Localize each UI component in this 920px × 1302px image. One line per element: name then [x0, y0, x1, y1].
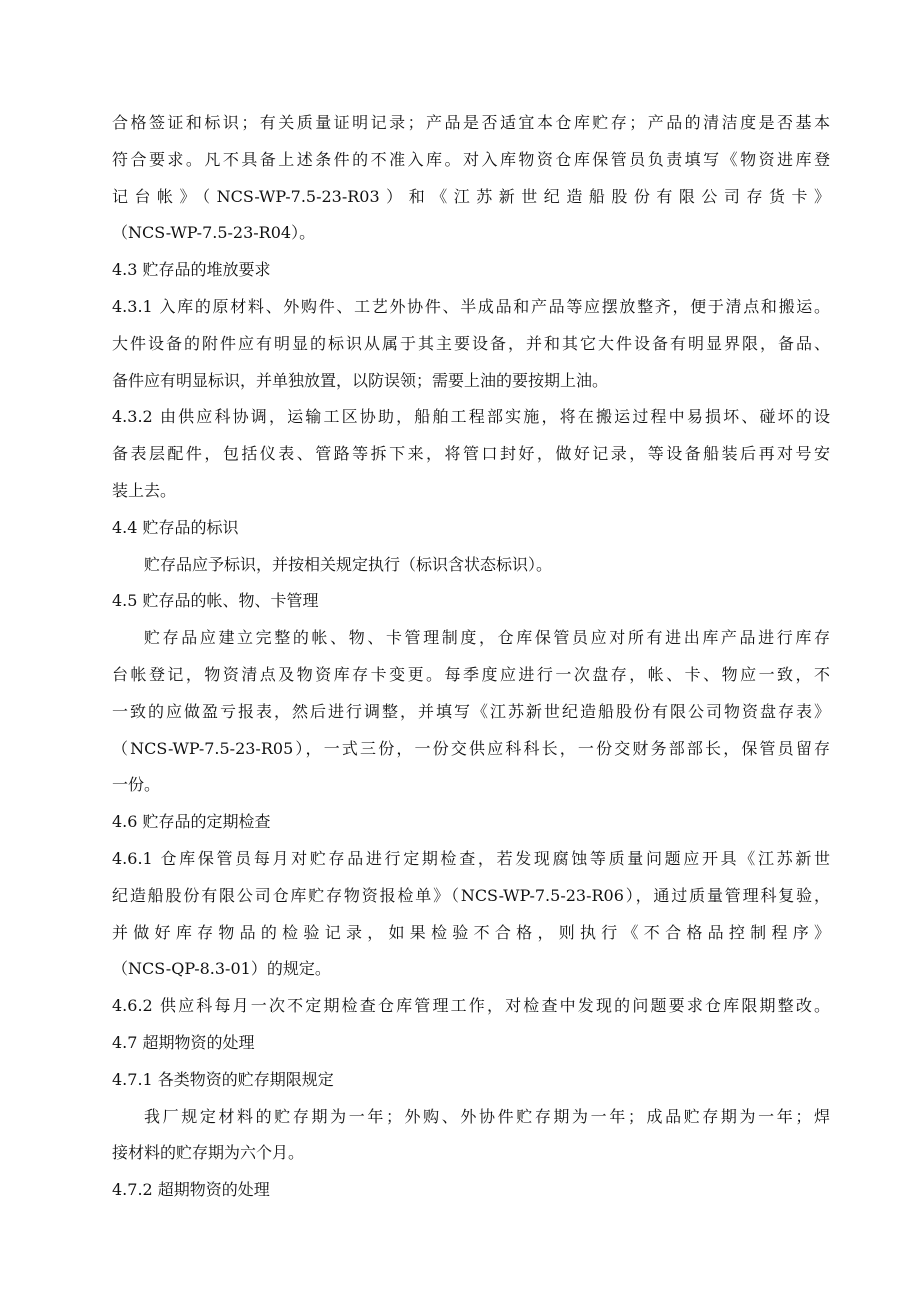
paragraph-line: 合格签证和标识；有关质量证明记录；产品是否适宜本仓库贮存；产品的清洁度是否基本: [112, 113, 830, 132]
document-page: [112, 105, 830, 1209]
section-heading-4-5: 4.5 贮存品的帐、物、卡管理: [112, 591, 319, 611]
section-heading-4-4: 4.4 贮存品的标识: [112, 517, 239, 537]
paragraph-line: 贮存品应建立完整的帐、物、卡管理制度，仓库保管员应对所有进出库产品进行库存: [144, 628, 830, 648]
paragraph-line: 装上去。: [112, 480, 177, 500]
paragraph-line: 一致的应做盈亏报表，然后进行调整，并填写《江苏新世纪造船股份有限公司物资盘存表》: [112, 701, 830, 721]
paragraph-line: 记台帐》（NCS-WP-7.5-23-R03）和《江苏新世纪造船股份有限公司存货卡》: [112, 186, 830, 206]
section-heading-4-7-2: 4.7.2 超期物资的处理: [112, 1180, 270, 1200]
section-heading-4-6: 4.6 贮存品的定期检查: [112, 812, 271, 832]
paragraph-line: 我厂规定材料的贮存期为一年；外购、外协件贮存期为一年；成品贮存期为一年；焊: [144, 1106, 830, 1126]
paragraph-line: 大件设备的附件应有明显的标识从属于其主要设备，并和其它大件设备有明显界限，备品、: [112, 333, 830, 353]
paragraph-line: 备表层配件，包括仪表、管路等拆下来，将管口封好，做好记录，等设备船装后再对号安: [112, 444, 830, 464]
paragraph-line: （NCS-WP-7.5-23-R04）。: [112, 223, 316, 243]
paragraph-line: 符合要求。凡不具备上述条件的不准入库。对入库物资仓库保管员负责填写《物资进库登: [112, 149, 830, 169]
paragraph-line: 台帐登记，物资清点及物资库存卡变更。每季度应进行一次盘存，帐、卡、物应一致，不: [112, 664, 830, 684]
paragraph-line: （NCS-QP-8.3-01）的规定。: [112, 959, 331, 979]
paragraph-line: 并做好库存物品的检验记录，如果检验不合格，则执行《不合格品控制程序》: [112, 922, 830, 942]
paragraph-line: 接材料的贮存期为六个月。: [112, 1143, 305, 1163]
section-heading-4-7-1: 4.7.1 各类物资的贮存期限规定: [112, 1069, 334, 1089]
paragraph-line: 4.3.1 入库的原材料、外购件、工艺外协件、半成品和产品等应摆放整齐，便于清点和搬运。: [112, 296, 830, 316]
paragraph-line: （NCS-WP-7.5-23-R05），一式三份，一份交供应科科长，一份交财务部部长，保管员留存: [112, 738, 830, 758]
paragraph-line: 4.3.2 由供应科协调，运输工区协助，船舶工程部实施，将在搬运过程中易损坏、碰坏的设: [112, 407, 830, 427]
paragraph-line: 一份。: [112, 775, 161, 795]
paragraph-line: 4.6.1 仓库保管员每月对贮存品进行定期检查，若发现腐蚀等质量问题应开具《江苏新世: [112, 848, 830, 868]
paragraph-line: 纪造船股份有限公司仓库贮存物资报检单》（NCS-WP-7.5-23-R06），通过质量管理科复验，: [112, 885, 830, 905]
paragraph-line: 贮存品应予标识，并按相关规定执行（标识含状态标识）。: [144, 554, 553, 574]
section-heading-4-3: 4.3 贮存品的堆放要求: [112, 260, 271, 280]
paragraph-line: 4.6.2 供应科每月一次不定期检查仓库管理工作，对检查中发现的问题要求仓库限期整改。: [112, 996, 830, 1016]
paragraph-line: 备件应有明显标识，并单独放置，以防误领；需要上油的要按期上油。: [112, 370, 609, 390]
section-heading-4-7: 4.7 超期物资的处理: [112, 1032, 255, 1052]
